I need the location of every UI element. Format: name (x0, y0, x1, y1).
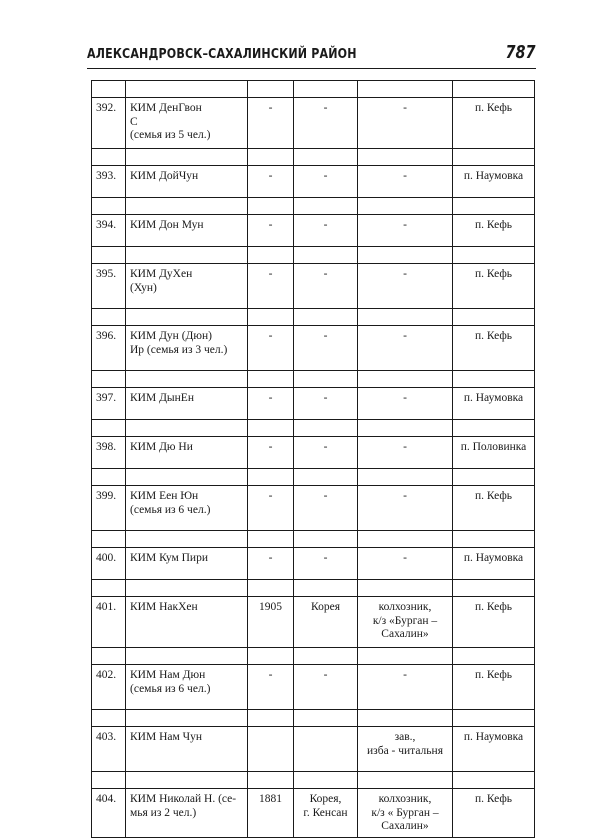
empty-cell (248, 371, 294, 388)
empty-cell (453, 531, 535, 548)
table-body (92, 81, 535, 838)
empty-cell (453, 81, 535, 98)
empty-cell (126, 531, 248, 548)
person-name: КИМ Дун (Дюн) Ир (семья из 3 чел.) (126, 326, 248, 371)
empty-cell (294, 648, 358, 665)
spacer-row (92, 648, 535, 665)
empty-cell (126, 580, 248, 597)
settlement: п. Кефь (453, 98, 535, 149)
empty-cell (453, 247, 535, 264)
empty-cell (453, 580, 535, 597)
occupation: - (358, 326, 453, 371)
empty-cell (92, 149, 126, 166)
empty-cell (453, 710, 535, 727)
spacer-row (92, 531, 535, 548)
birth-year: - (248, 388, 294, 420)
running-title: АЛЕКСАНДРОВСК–САХАЛИНСКИЙ РАЙОН (87, 46, 357, 62)
settlement: п. Наумовка (453, 548, 535, 580)
table-row (92, 597, 535, 648)
row-number: 396. (92, 326, 126, 371)
empty-cell (358, 772, 453, 789)
table-row (92, 98, 535, 149)
empty-cell (453, 198, 535, 215)
empty-cell (453, 648, 535, 665)
person-name: КИМ Нам Дюн (семья из 6 чел.) (126, 665, 248, 710)
empty-cell (92, 772, 126, 789)
birthplace: - (294, 166, 358, 198)
empty-cell (92, 309, 126, 326)
empty-cell (294, 198, 358, 215)
empty-cell (453, 371, 535, 388)
spacer-row (92, 81, 535, 98)
empty-cell (126, 198, 248, 215)
birth-year: - (248, 486, 294, 531)
birth-year: - (248, 326, 294, 371)
spacer-row (92, 309, 535, 326)
birth-year: 1905 (248, 597, 294, 648)
person-name: КИМ НакХен (126, 597, 248, 648)
empty-cell (294, 420, 358, 437)
empty-cell (92, 580, 126, 597)
table-row (92, 326, 535, 371)
page-number: 787 (505, 42, 536, 63)
empty-cell (92, 198, 126, 215)
table-row (92, 166, 535, 198)
empty-cell (248, 772, 294, 789)
empty-cell (358, 309, 453, 326)
empty-cell (358, 81, 453, 98)
victims-table (91, 80, 535, 838)
settlement: п. Кефь (453, 486, 535, 531)
person-name: КИМ Дю Ни (126, 437, 248, 469)
empty-cell (126, 309, 248, 326)
empty-cell (358, 420, 453, 437)
table-row (92, 665, 535, 710)
table-row (92, 727, 535, 772)
birthplace: - (294, 548, 358, 580)
row-number: 392. (92, 98, 126, 149)
empty-cell (92, 710, 126, 727)
empty-cell (358, 531, 453, 548)
empty-cell (92, 247, 126, 264)
empty-cell (358, 198, 453, 215)
birth-year: - (248, 215, 294, 247)
empty-cell (294, 580, 358, 597)
birth-year: - (248, 98, 294, 149)
empty-cell (294, 309, 358, 326)
settlement: п. Кефь (453, 597, 535, 648)
person-name: КИМ Нам Чун (126, 727, 248, 772)
spacer-row (92, 580, 535, 597)
empty-cell (358, 580, 453, 597)
empty-cell (453, 772, 535, 789)
settlement: п. Кефь (453, 326, 535, 371)
empty-cell (294, 81, 358, 98)
empty-cell (358, 371, 453, 388)
empty-cell (248, 309, 294, 326)
header-rule (87, 68, 536, 69)
birth-year: - (248, 166, 294, 198)
spacer-row (92, 198, 535, 215)
settlement: п. Наумовка (453, 388, 535, 420)
settlement: п. Половинка (453, 437, 535, 469)
empty-cell (248, 81, 294, 98)
empty-cell (126, 710, 248, 727)
occupation: - (358, 665, 453, 710)
occupation: - (358, 264, 453, 309)
birth-year: - (248, 437, 294, 469)
spacer-row (92, 371, 535, 388)
empty-cell (294, 247, 358, 264)
settlement: п. Кефь (453, 215, 535, 247)
birthplace: - (294, 486, 358, 531)
settlement: п. Наумовка (453, 166, 535, 198)
empty-cell (294, 710, 358, 727)
spacer-row (92, 772, 535, 789)
empty-cell (453, 420, 535, 437)
row-number: 393. (92, 166, 126, 198)
empty-cell (126, 648, 248, 665)
occupation: - (358, 486, 453, 531)
person-name: КИМ Дон Мун (126, 215, 248, 247)
empty-cell (294, 149, 358, 166)
row-number: 395. (92, 264, 126, 309)
occupation: зав., изба - читальня (358, 727, 453, 772)
birthplace: - (294, 215, 358, 247)
empty-cell (248, 710, 294, 727)
empty-cell (92, 469, 126, 486)
settlement: п. Кефь (453, 665, 535, 710)
empty-cell (248, 420, 294, 437)
person-name: КИМ ДуХен (Хун) (126, 264, 248, 309)
empty-cell (248, 469, 294, 486)
spacer-row (92, 247, 535, 264)
empty-cell (358, 648, 453, 665)
empty-cell (126, 81, 248, 98)
person-name: КИМ ДойЧун (126, 166, 248, 198)
settlement: п. Кефь (453, 789, 535, 838)
empty-cell (126, 772, 248, 789)
empty-cell (248, 531, 294, 548)
table-row (92, 548, 535, 580)
settlement: п. Наумовка (453, 727, 535, 772)
birthplace: - (294, 98, 358, 149)
occupation: - (358, 166, 453, 198)
spacer-row (92, 710, 535, 727)
birthplace: Корея, г. Кенсан (294, 789, 358, 838)
table-row (92, 388, 535, 420)
person-name: КИМ Николай Н. (се- мья из 2 чел.) (126, 789, 248, 838)
row-number: 394. (92, 215, 126, 247)
empty-cell (294, 371, 358, 388)
birth-year (248, 727, 294, 772)
row-number: 404. (92, 789, 126, 838)
spacer-row (92, 469, 535, 486)
empty-cell (248, 149, 294, 166)
empty-cell (92, 531, 126, 548)
empty-cell (453, 309, 535, 326)
empty-cell (126, 149, 248, 166)
empty-cell (248, 580, 294, 597)
empty-cell (248, 247, 294, 264)
empty-cell (453, 469, 535, 486)
row-number: 400. (92, 548, 126, 580)
table-row (92, 789, 535, 838)
table-row (92, 486, 535, 531)
occupation: колхозник, к/з «Бурган – Сахалин» (358, 597, 453, 648)
empty-cell (126, 469, 248, 486)
empty-cell (294, 531, 358, 548)
birthplace: - (294, 388, 358, 420)
birth-year: - (248, 264, 294, 309)
row-number: 403. (92, 727, 126, 772)
row-number: 397. (92, 388, 126, 420)
table-row (92, 264, 535, 309)
person-name: КИМ ДынЕн (126, 388, 248, 420)
row-number: 401. (92, 597, 126, 648)
occupation: - (358, 388, 453, 420)
spacer-row (92, 420, 535, 437)
person-name: КИМ Еен Юн (семья из 6 чел.) (126, 486, 248, 531)
birthplace: - (294, 264, 358, 309)
empty-cell (358, 247, 453, 264)
row-number: 402. (92, 665, 126, 710)
empty-cell (453, 149, 535, 166)
empty-cell (92, 420, 126, 437)
occupation: - (358, 548, 453, 580)
occupation: - (358, 437, 453, 469)
empty-cell (92, 648, 126, 665)
empty-cell (92, 81, 126, 98)
empty-cell (248, 648, 294, 665)
person-name: КИМ Кум Пири (126, 548, 248, 580)
empty-cell (358, 710, 453, 727)
empty-cell (126, 247, 248, 264)
occupation: - (358, 215, 453, 247)
birth-year: - (248, 665, 294, 710)
table-row (92, 215, 535, 247)
person-name: КИМ ДенГвон С (семья из 5 чел.) (126, 98, 248, 149)
spacer-row (92, 149, 535, 166)
empty-cell (126, 420, 248, 437)
empty-cell (294, 469, 358, 486)
empty-cell (248, 198, 294, 215)
empty-cell (126, 371, 248, 388)
birthplace (294, 727, 358, 772)
birth-year: 1881 (248, 789, 294, 838)
empty-cell (358, 149, 453, 166)
row-number: 399. (92, 486, 126, 531)
birthplace: - (294, 665, 358, 710)
page-header (87, 40, 536, 70)
birth-year: - (248, 548, 294, 580)
birthplace: Корея (294, 597, 358, 648)
birthplace: - (294, 437, 358, 469)
occupation: колхозник, к/з « Бурган – Сахалин» (358, 789, 453, 838)
settlement: п. Кефь (453, 264, 535, 309)
birthplace: - (294, 326, 358, 371)
empty-cell (294, 772, 358, 789)
row-number: 398. (92, 437, 126, 469)
occupation: - (358, 98, 453, 149)
empty-cell (358, 469, 453, 486)
empty-cell (92, 371, 126, 388)
table-row (92, 437, 535, 469)
